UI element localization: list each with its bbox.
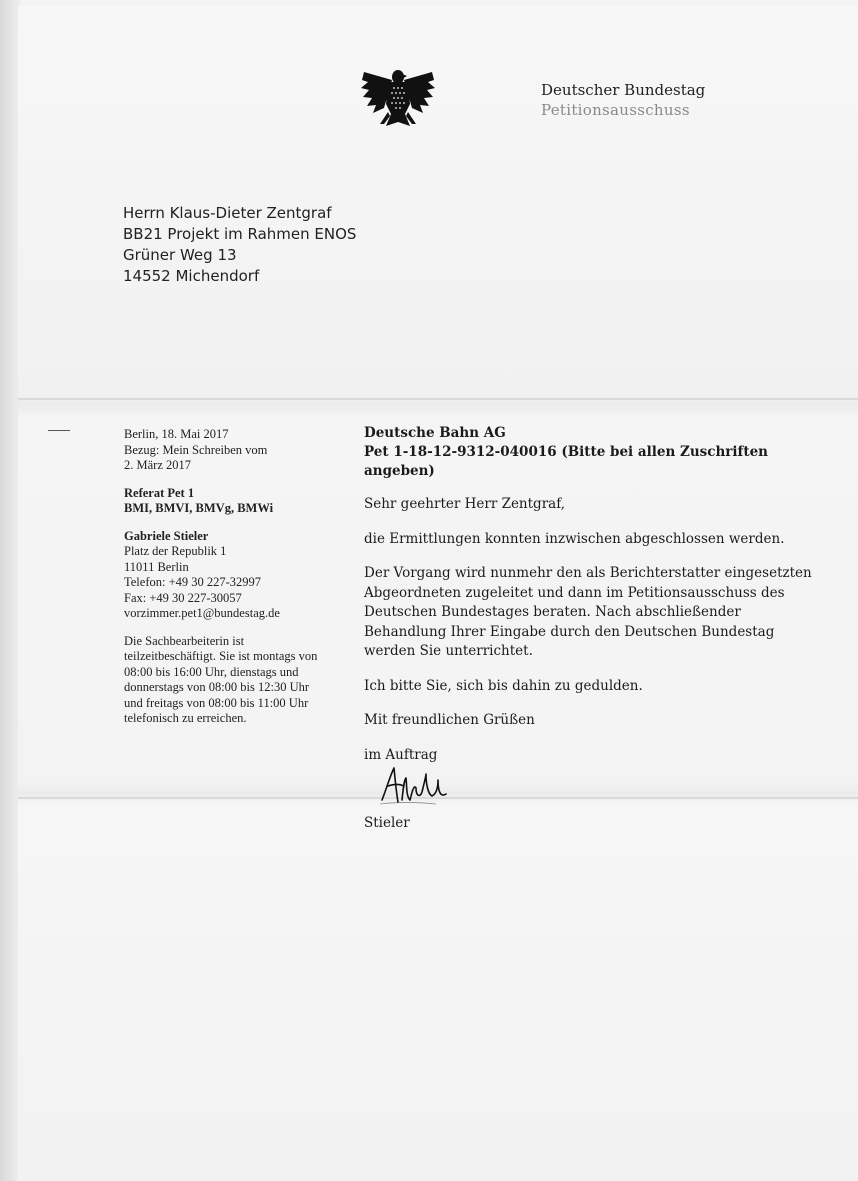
contact-email: vorzimmer.pet1@bundestag.de — [124, 606, 280, 620]
on-behalf: im Auftrag — [364, 746, 438, 763]
fold-line — [18, 398, 858, 400]
office-hours-note — [124, 634, 356, 727]
paragraph: Ich bitte Sie, sich bis dahin zu gedulden. — [364, 677, 643, 694]
federal-eagle-icon — [360, 66, 436, 134]
recipient-project: BB21 Projekt im Rahmen ENOS — [123, 225, 357, 243]
hours-line: donnerstags von 08:00 bis 12:30 Uhr — [124, 680, 310, 694]
paragraph-line: werden Sie unterrichtet. — [364, 643, 533, 659]
subject-line: Deutsche Bahn AG — [364, 425, 506, 441]
organization-name: Deutscher Bundestag — [541, 81, 706, 99]
paragraph-line: Behandlung Ihrer Eingabe durch den Deutschen Bundestag — [364, 623, 775, 640]
reference-number: Pet 1-18-12-9312-040016 (Bitte bei allen Zuschriften angeben) — [364, 444, 768, 479]
contact-city: 11011 Berlin — [124, 559, 189, 574]
hours-line: Die Sachbearbeiterin ist — [124, 633, 245, 648]
paragraph-line: Deutschen Bundestages beraten. Nach abschließender — [364, 604, 741, 620]
letter-body — [364, 424, 824, 765]
letter-date: Berlin, 18. Mai 2017 — [124, 427, 229, 441]
page-edge-shadow — [0, 0, 20, 1181]
closing: Mit freundlichen Grüßen — [364, 712, 535, 728]
contact-street: Platz der Republik 1 — [124, 544, 227, 558]
paragraph — [364, 564, 824, 662]
recipient-city: 14552 Michendorf — [123, 267, 260, 285]
fold-mark — [48, 430, 70, 431]
hours-line: und freitags von 08:00 bis 11:00 Uhr — [124, 695, 309, 710]
paragraph-line: Abgeordneten zugeleitet und dann im Petitionsausschuss des — [364, 584, 785, 601]
sender-info-column — [124, 427, 356, 727]
paragraph-line: Der Vorgang wird nunmehr den als Berichterstatter eingesetzten — [364, 565, 812, 581]
recipient-address — [123, 203, 356, 287]
ministries: BMI, BMVI, BMVg, BMWi — [124, 501, 274, 515]
hours-line: teilzeitbeschäftigt. Sie ist montags von — [124, 649, 318, 663]
hours-line: telefonisch zu erreichen. — [124, 711, 247, 725]
handwritten-signature — [376, 762, 456, 808]
letterhead — [541, 80, 705, 120]
unit-name: Referat Pet 1 — [124, 485, 195, 500]
signer-name: Stieler — [364, 815, 410, 831]
department-name: Petitionsausschuss — [541, 101, 690, 119]
contact-fax: Fax: +49 30 227-30057 — [124, 590, 242, 605]
reference-line: Bezug: Mein Schreiben vom — [124, 442, 268, 457]
reference-line: 2. März 2017 — [124, 458, 191, 472]
contact-name: Gabriele Stieler — [124, 528, 209, 543]
recipient-name: Herrn Klaus-Dieter Zentgraf — [123, 204, 332, 222]
recipient-street: Grüner Weg 13 — [123, 246, 237, 264]
salutation: Sehr geehrter Herr Zentgraf, — [364, 496, 566, 512]
paragraph: die Ermittlungen konnten inzwischen abgeschlossen werden. — [364, 530, 785, 547]
contact-phone: Telefon: +49 30 227-32997 — [124, 575, 262, 589]
hours-line: 08:00 bis 16:00 Uhr, dienstags und — [124, 664, 299, 679]
